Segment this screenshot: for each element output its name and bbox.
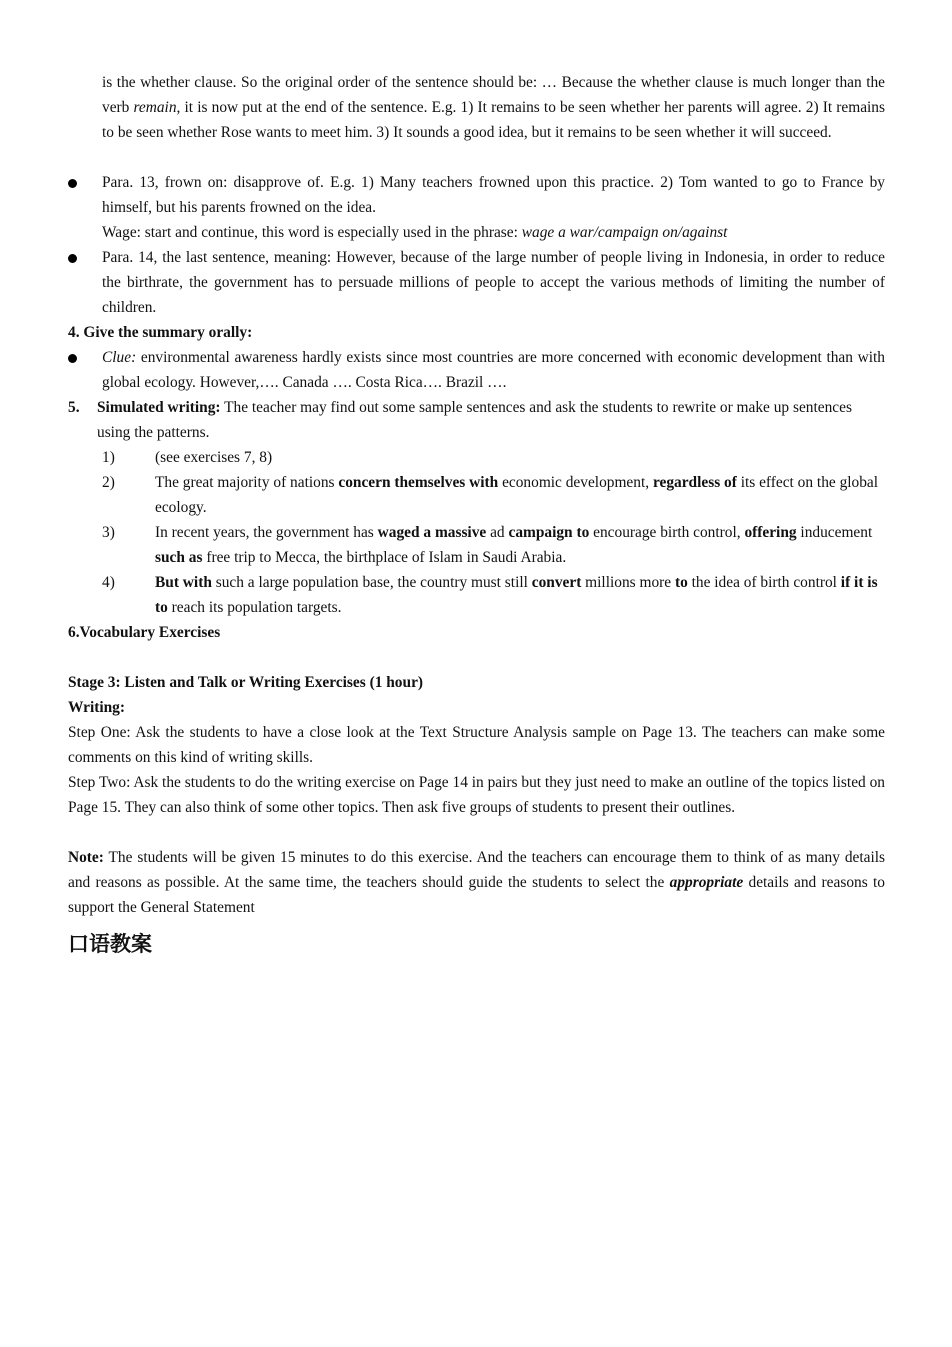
- note-tail: details and reasons to support the General Statement: [68, 874, 885, 916]
- note-paragraph: [68, 845, 885, 920]
- intro-text-cont: , it is now put at the end of the sentence. E.g. 1) It remains to be seen whether her parents will agree. 2) It remains to be seen whether Rose wants to meet him. 3) It sounds a good idea, but it remains to be seen whether it will succeed.: [102, 99, 885, 141]
- bullet-dot-icon: [68, 254, 77, 263]
- clue-label: Clue:: [102, 349, 137, 366]
- chinese-section-heading: 口语教案: [68, 932, 152, 956]
- intro-text: is the whether clause. So the original order of the sentence should be: … Because the whether clause is much longer than the verb: [102, 74, 885, 116]
- bullet-para14: [68, 245, 885, 320]
- sub-item-3: 3) In recent years, the government has waged a massive ad campaign to encourage birth control, offering inducement such as free trip to Mecca, the birthplace of Islam in Saudi Arabia.: [102, 520, 885, 570]
- stage3-heading: Stage 3: Listen and Talk or Writing Exercises (1 hour): [68, 674, 424, 691]
- summary-heading: 4. Give the summary orally:: [68, 324, 253, 341]
- item-number: 5.: [68, 399, 80, 416]
- bullet-dot-icon: [68, 354, 77, 363]
- clue-text: environmental awareness hardly exists since most countries are more concerned with economic development than with global ecology. However,…. Canada …. Costa Rica…. Brazil ….: [102, 349, 885, 391]
- simulated-label: Simulated writing:: [97, 399, 221, 416]
- intro-paragraph: [102, 70, 885, 145]
- writing-heading: Writing:: [68, 699, 126, 716]
- bullet-clue: [68, 345, 885, 395]
- para14-text: Para. 14, the last sentence, meaning: However, because of the large number of people living in Indonesia, in order to reduce the birthrate, the government has to persuade millions of people to accept the various methods of limiting the number of children.: [102, 249, 885, 316]
- wage-line: [102, 220, 885, 245]
- sub-item-number: 4): [102, 574, 115, 591]
- step-one: Step One: Ask the students to have a close look at the Text Structure Analysis sample on Page 13. The teachers can make some comments on this kind of writing skills.: [68, 724, 885, 766]
- note-text: The students will be given 15 minutes to do this exercise. And the teachers can encourage them to think of as many details and reasons as possible. At the same time, the teachers should guide the students to select the: [68, 849, 885, 891]
- simulated-text: The teacher may find out some sample sentences and ask the students to rewrite or make up sentences using the patterns.: [97, 399, 852, 441]
- sub-item-number: 1): [102, 449, 115, 466]
- para13-text: Para. 13, frown on: disapprove of. E.g. 1) Many teachers frowned upon this practice. 2) Tom wanted to go to France by himself, but his parents frowned on the idea.: [102, 174, 885, 216]
- wage-phrase: wage a war/campaign on/against: [521, 224, 728, 241]
- sub-item-number: 3): [102, 524, 115, 541]
- sub-item-2: 2) The great majority of nations concern themselves with economic development, regardless of its effect on the global ecology.: [102, 470, 885, 520]
- bullet-dot-icon: [68, 179, 77, 188]
- note-label: Note:: [68, 849, 104, 866]
- sub-item-1: 1) (see exercises 7, 8): [102, 445, 885, 470]
- vocab-heading: 6.Vocabulary Exercises: [68, 624, 221, 641]
- bullet-para13: [68, 170, 885, 220]
- note-emphasis: appropriate: [669, 874, 744, 891]
- step-two: Step Two: Ask the students to do the writing exercise on Page 14 in pairs but they just need to make an outline of the topics listed on Page 15. They can also think of some other topics. Then ask five groups of students to present their outlines.: [68, 774, 885, 816]
- simulated-writing: [68, 395, 885, 445]
- intro-emphasis: remain: [133, 99, 177, 116]
- sub-item-4: 4) But with such a large population base, the country must still convert millions more to the idea of birth control if it is to reach its population targets.: [102, 570, 885, 620]
- sub-item-number: 2): [102, 474, 115, 491]
- wage-text: Wage: start and continue, this word is especially used in the phrase:: [102, 224, 522, 241]
